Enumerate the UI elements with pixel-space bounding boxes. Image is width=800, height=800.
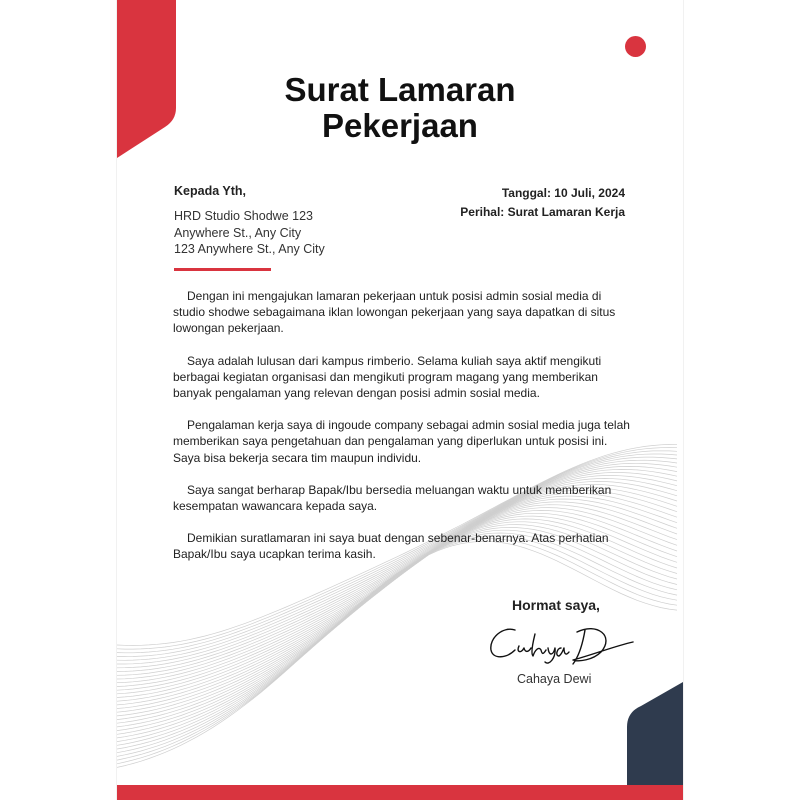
letter-meta	[460, 184, 625, 222]
body-paragraph: Dengan ini mengajukan lamaran pekerjaan untuk posisi admin sosial media di studio shodwe sebagaimana iklan lowongan pekerjaan yang saya dapatkan di situs lowongan pekerjaan.	[173, 289, 616, 336]
recipient-line: Anywhere St., Any City	[174, 225, 302, 240]
recipient-heading: Kepada Yth,	[174, 184, 247, 198]
recipient-line: 123 Anywhere St., Any City	[174, 242, 325, 256]
body-paragraph: Demikian suratlamaran ini saya buat dengan sebenar-benarnya. Atas perhatian Bapak/Ibu saya ucapkan terima kasih.	[173, 531, 609, 562]
red-bottom-bar	[117, 785, 683, 800]
signer-name: Cahaya Dewi	[517, 672, 592, 686]
letter-page	[117, 0, 683, 800]
signature-icon	[485, 616, 635, 672]
recipient-line: HRD Studio Shodwe 123	[174, 209, 313, 223]
body-paragraph: Pengalaman kerja saya di ingoude company sebagai admin sosial media juga telah memberikan saya pengetahuan dan pengalaman yang diperlukan untuk posisi ini. Saya bisa bekerja secara tim maupun individu.	[173, 418, 630, 465]
title-line-1: Surat Lamaran	[284, 71, 516, 108]
closing-text: Hormat saya,	[512, 597, 600, 613]
body-paragraph: Saya adalah lulusan dari kampus rimberio. Selama kuliah saya aktif mengikuti berbagai kegiatan organisasi dan mengikuti program magang yang memberikan banyak pengalaman yang relevan dengan posisi admin sosial media.	[173, 353, 602, 401]
letter-subject: Perihal: Surat Lamaran Kerja	[460, 205, 625, 219]
navy-corner-decoration	[627, 682, 683, 786]
recipient-block	[174, 184, 325, 271]
letter-body	[173, 288, 633, 579]
body-paragraph: Saya sangat berharap Bapak/Ibu bersedia meluangan waktu untuk memberikan kesempatan wawancara kepada saya.	[173, 482, 612, 514]
title-line-2: Pekerjaan	[322, 107, 478, 144]
red-dot-decoration	[625, 36, 646, 57]
letter-title	[117, 72, 683, 144]
letter-date: Tanggal: 10 Juli, 2024	[501, 186, 625, 200]
recipient-underline	[174, 268, 271, 271]
